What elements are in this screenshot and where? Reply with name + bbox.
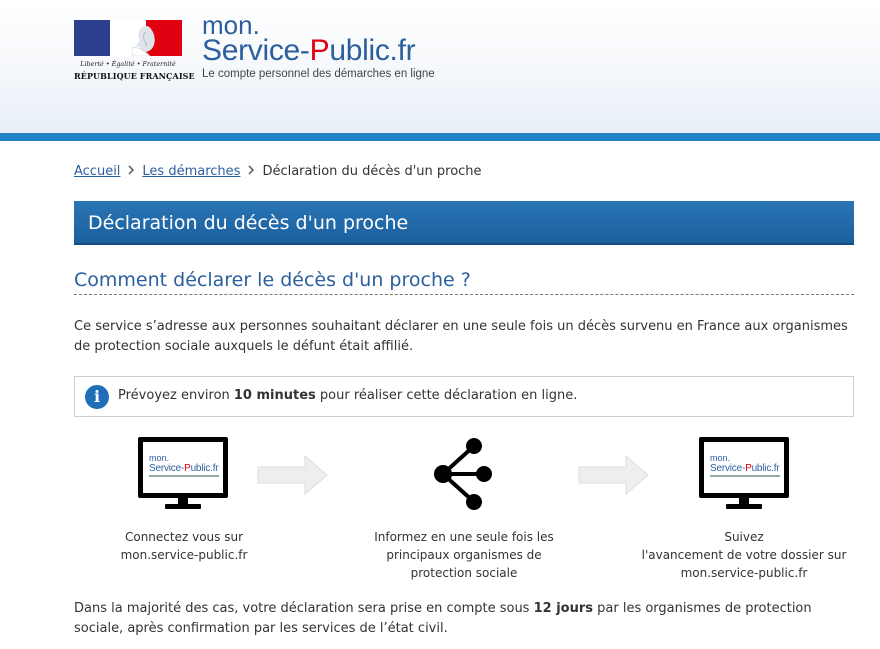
chevron-right-icon xyxy=(248,165,255,178)
brand-name: Service-Public.fr xyxy=(202,34,416,67)
breadcrumb-home-link[interactable]: Accueil xyxy=(74,164,121,179)
section-heading xyxy=(74,268,854,295)
step-3-caption: Suivez l'avancement de votre dossier sur mon.service-public.fr xyxy=(641,530,847,580)
info-text: Prévoyez environ 10 minutes pour réaliser cette déclaration en ligne. xyxy=(118,388,578,403)
page-title-banner xyxy=(74,201,854,245)
share-icon xyxy=(430,436,496,512)
header-accent-bar xyxy=(0,133,880,141)
site-logo[interactable] xyxy=(202,12,435,80)
arrow-right-icon xyxy=(578,454,650,496)
step-2-caption: Informez en une seule fois les principaux organismes de protection sociale xyxy=(374,530,554,580)
site-header xyxy=(0,0,880,134)
republic-name: RÉPUBLIQUE FRANÇAISE xyxy=(74,71,195,81)
info-box xyxy=(74,376,854,417)
chevron-right-icon xyxy=(128,165,135,178)
brand-tagline: Le compte personnel des démarches en ligne xyxy=(202,68,435,80)
step-1-caption: Connectez vous sur mon.service-public.fr xyxy=(120,530,248,562)
breadcrumb xyxy=(74,164,482,179)
marianne-icon xyxy=(132,24,162,56)
page-title: Déclaration du décès d'un proche xyxy=(88,212,409,234)
arrow-right-icon xyxy=(257,454,329,496)
info-icon: i xyxy=(85,385,109,409)
brand-line1: mon. xyxy=(202,10,260,40)
republique-francaise-logo[interactable] xyxy=(74,20,195,82)
breadcrumb-procedures-link[interactable]: Les démarches xyxy=(142,164,241,179)
monitor-icon: mon. Service-Public.fr xyxy=(138,437,228,511)
section-title: Comment déclarer le décès d'un proche ? xyxy=(74,269,471,291)
french-flag xyxy=(74,20,182,56)
republic-motto: Liberté • Égalité • Fraternité xyxy=(80,60,176,68)
processing-time-paragraph: Dans la majorité des cas, votre déclaration sera prise en compte sous 12 jours par les organismes de protection sociale, après confirmation par les services de l’état civil. xyxy=(74,601,812,636)
monitor-icon: mon. Service-Public.fr xyxy=(699,437,789,511)
breadcrumb-current: Déclaration du décès d'un proche xyxy=(262,164,482,179)
intro-paragraph: Ce service s’adresse aux personnes souhaitant déclarer en une seule fois un décès survenu en France aux organismes de protection sociale auxquels le défunt était affilié. xyxy=(74,319,848,354)
